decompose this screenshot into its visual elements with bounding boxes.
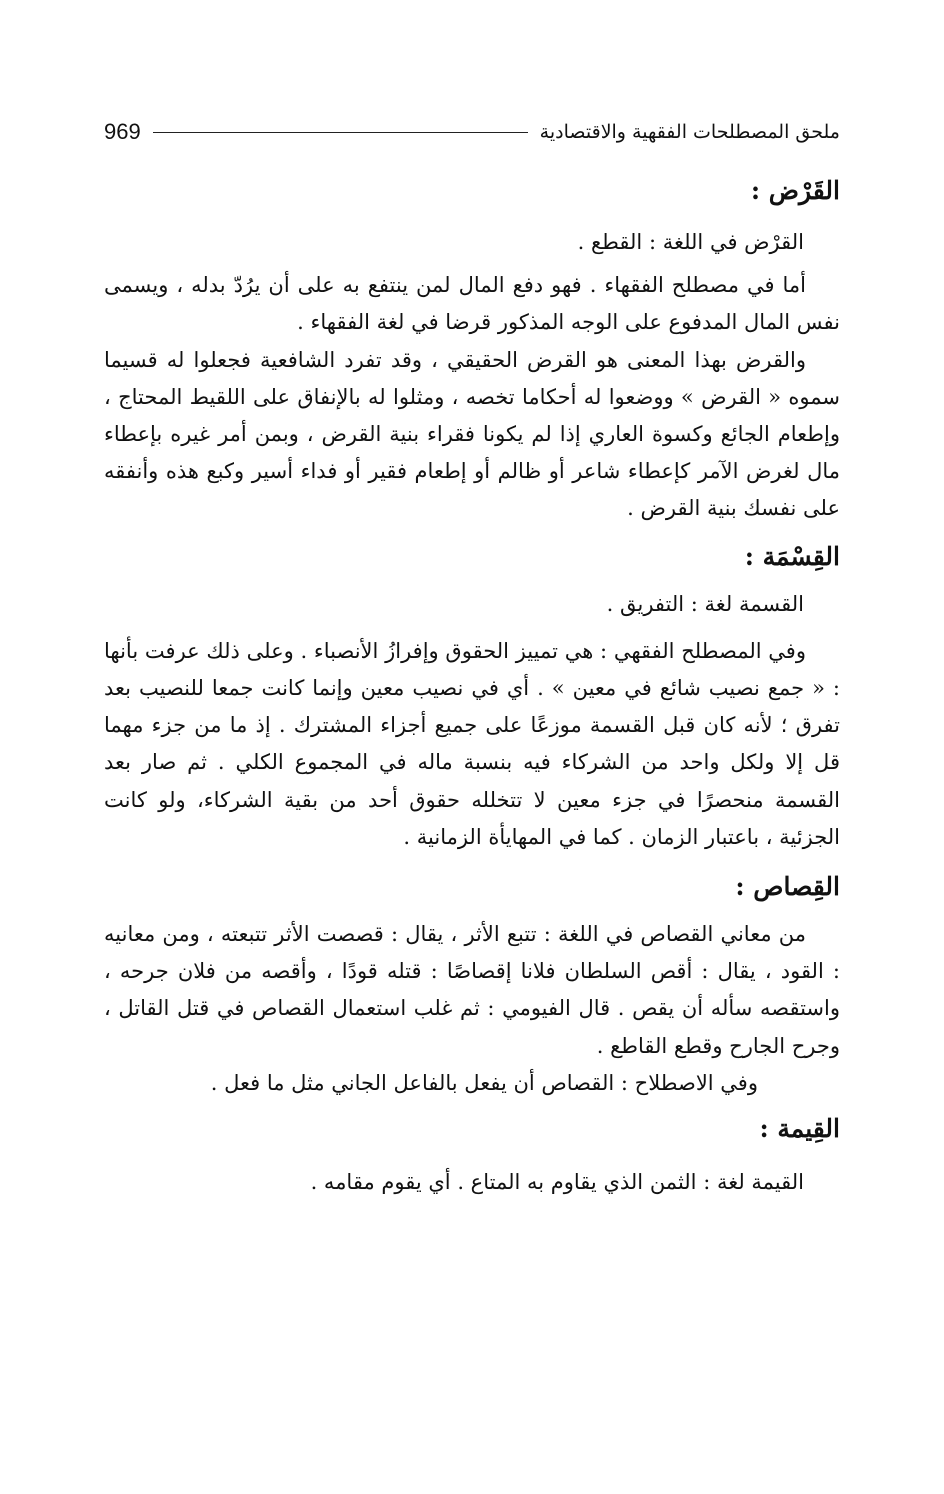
section-qard — [104, 166, 840, 528]
header-rule — [153, 132, 528, 133]
section-heading: القِيمة : — [759, 1114, 840, 1144]
paragraph: أما في مصطلح الفقهاء . فهو دفع المال لمن ينتفع به على أن يرُدّ بدله ، ويسمى نفس المال المدفوع على الوجه المذكور قرضا في لغة الفقهاء . — [104, 273, 840, 335]
paragraph: القيمة لغة : الثمن الذي يقاوم به المتاع . أي يقوم مقامه . — [310, 1170, 804, 1195]
section-heading: القِصاص : — [735, 872, 840, 902]
paragraph: القرْض في اللغة : القطع . — [577, 230, 804, 254]
section-qisas — [104, 862, 840, 1102]
paragraph: وفي الاصطلاح : القصاص أن يفعل بالفاعل الجاني مثل ما فعل . — [210, 1070, 758, 1095]
paragraph: وفي المصطلح الفقهي : هي تمييز الحقوق وإفرازُ الأنصباء . وعلى ذلك عرفت بأنها : « جمع نصيب شائع في معين » . أي في نصيب معين وإنما كانت جمعا للنصيب بعد تفرق ؛ لأنه كان قبل القسمة موزعًا على جميع أجزاء المشترك . إذ ما من جزء مهما قل إلا ولكل واحد من الشركاء فيه بنسبة ماله في المجموع الكلي . ثم صار بعد القسمة منحصرًا في جزء معين لا تتخلله حقوق أحد من بقية الشركاء، ولو كانت الجزئية ، باعتبار الزمان . كما في المهايأة الزمانية . — [104, 638, 840, 849]
page-number: 969 — [104, 119, 141, 144]
section-qisma — [104, 532, 840, 856]
running-title: ملحق المصطلحات الفقهية والاقتصادية — [539, 121, 840, 143]
section-heading: القَرْض : — [750, 176, 840, 205]
running-header — [104, 112, 840, 152]
paragraph: القسمة لغة : التفريق . — [606, 591, 804, 616]
paragraph: والقرض بهذا المعنى هو القرض الحقيقي ، وقد تفرد الشافعية فجعلوا له قسيما سموه « القرض » ووضعوا له أحكاما تخصه ، ومثلوا له بالإنفاق على اللقيط المحتاج ، وإطعام الجائع وكسوة العاري إذا لم يكونا فقراء بنية القرض ، وبمن أمر غيره بإعطاء مال لغرض الآمر كإعطاء شاعر أو ظالم أو إطعام فقير أو فداء أسير وكبع هذه وأنفقه على نفسك بنية القرض . — [104, 347, 840, 521]
section-qima — [104, 1104, 840, 1201]
section-heading: القِسْمَة : — [744, 541, 840, 571]
paragraph: من معاني القصاص في اللغة : تتبع الأثر ، يقال : قصصت الأثر تتبعته ، ومن معانيه : القود ، يقال : أقص السلطان فلانا إقصاصًا : قتله قودًا ، وأقصه من فلان جرحه ، واستقصه سأله أن يقص . قال الفيومي : ثم غلب استعمال القصاص في قتل القاتل ، وجرح الجارح وقطع القاطع . — [104, 922, 840, 1058]
document-page — [104, 112, 840, 1201]
